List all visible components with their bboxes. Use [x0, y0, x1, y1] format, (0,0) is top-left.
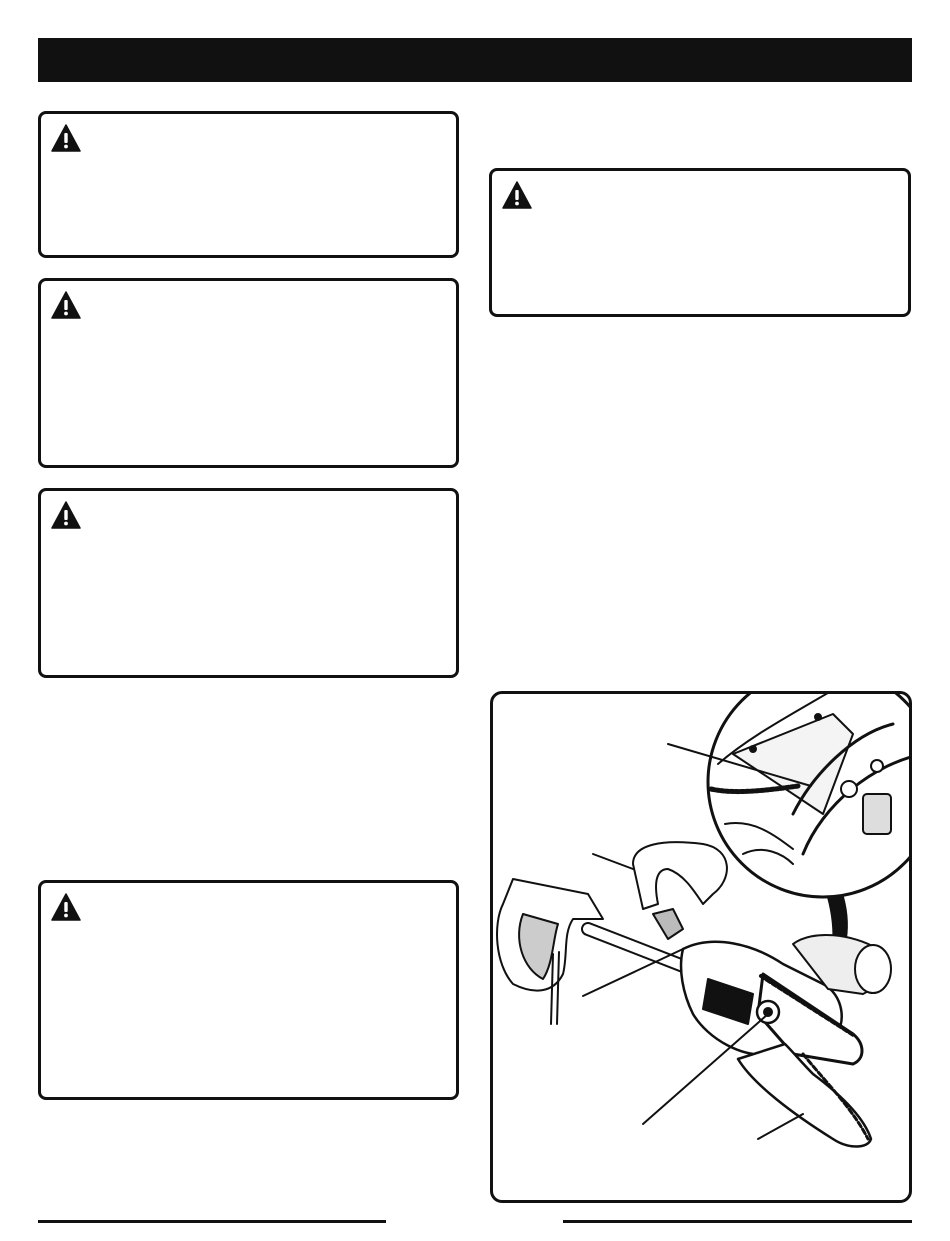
warning-triangle-icon [502, 181, 532, 209]
warning-triangle-icon [51, 501, 81, 529]
footer-rule-right [563, 1220, 912, 1223]
callout-line-3 [583, 949, 683, 996]
figure-panel [490, 691, 912, 1203]
section-title-bar [38, 38, 912, 82]
callout-line-2 [593, 854, 633, 869]
warning-box-3 [38, 488, 459, 678]
warning-box-5 [489, 168, 911, 317]
magnified-detail [708, 694, 909, 897]
warning-box-4 [38, 880, 459, 1100]
warning-triangle-icon [51, 291, 81, 319]
warning-triangle-icon [51, 124, 81, 152]
warning-triangle-icon [51, 893, 81, 921]
warning-box-2 [38, 278, 459, 468]
callout-line-5 [758, 1114, 803, 1139]
footer-rule-left [38, 1220, 386, 1223]
warning-box-1 [38, 111, 459, 258]
pole-saw-illustration [493, 694, 909, 1200]
